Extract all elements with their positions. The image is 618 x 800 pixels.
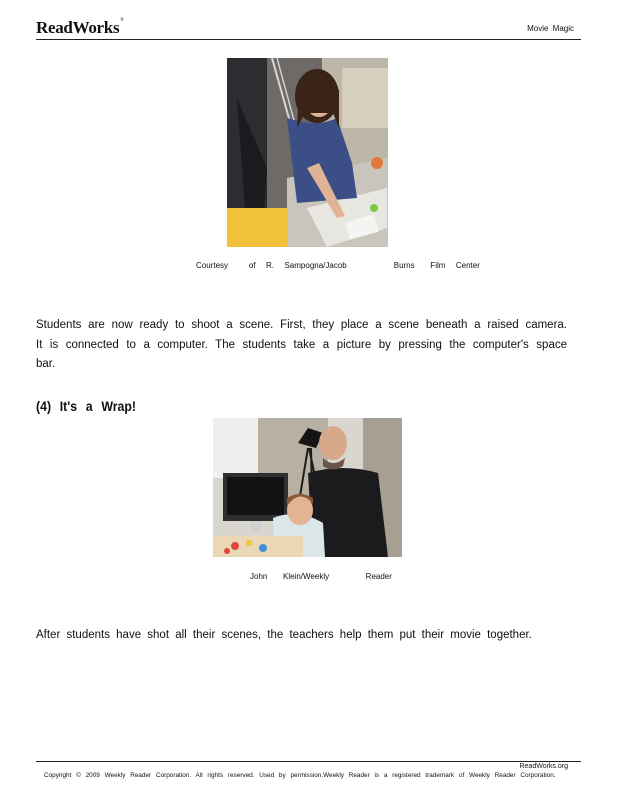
section-heading: (4) It's a Wrap! <box>36 398 137 414</box>
header-divider <box>36 39 581 40</box>
readworks-logo <box>36 18 124 38</box>
man-and-boy-with-camera-photo <box>213 418 402 557</box>
paragraph-2: After students have shot all their scenes, the teachers help them put their movie together. <box>36 629 532 641</box>
photo-illustration <box>227 58 388 247</box>
footer-divider <box>36 761 581 762</box>
photo-illustration-2 <box>213 418 402 557</box>
figure1-caption: Courtesy of R. Sampogna/Jacob Burns Film Center <box>196 261 480 270</box>
logo-mark: ® <box>120 18 124 23</box>
footer-copyright: Copyright © 2009 Weekly Reader Corporation. All rights reserved. Used by permission.Weekly Reader is a registered trademark of Weekly Reader Corporation. <box>44 772 556 779</box>
document-title: Movie Magic <box>527 24 574 33</box>
logo-text: ReadWorks <box>36 18 120 37</box>
paragraph-1: Students are now ready to shoot a scene. First, they place a scene beneath a raised camera. It is connected to a computer. The students take a picture by pressing the computer's space bar. <box>36 319 567 370</box>
girl-at-computer-photo <box>227 58 388 247</box>
figure2-caption: John Klein/Weekly Reader <box>250 572 392 581</box>
footer-site: ReadWorks.org <box>519 763 568 770</box>
